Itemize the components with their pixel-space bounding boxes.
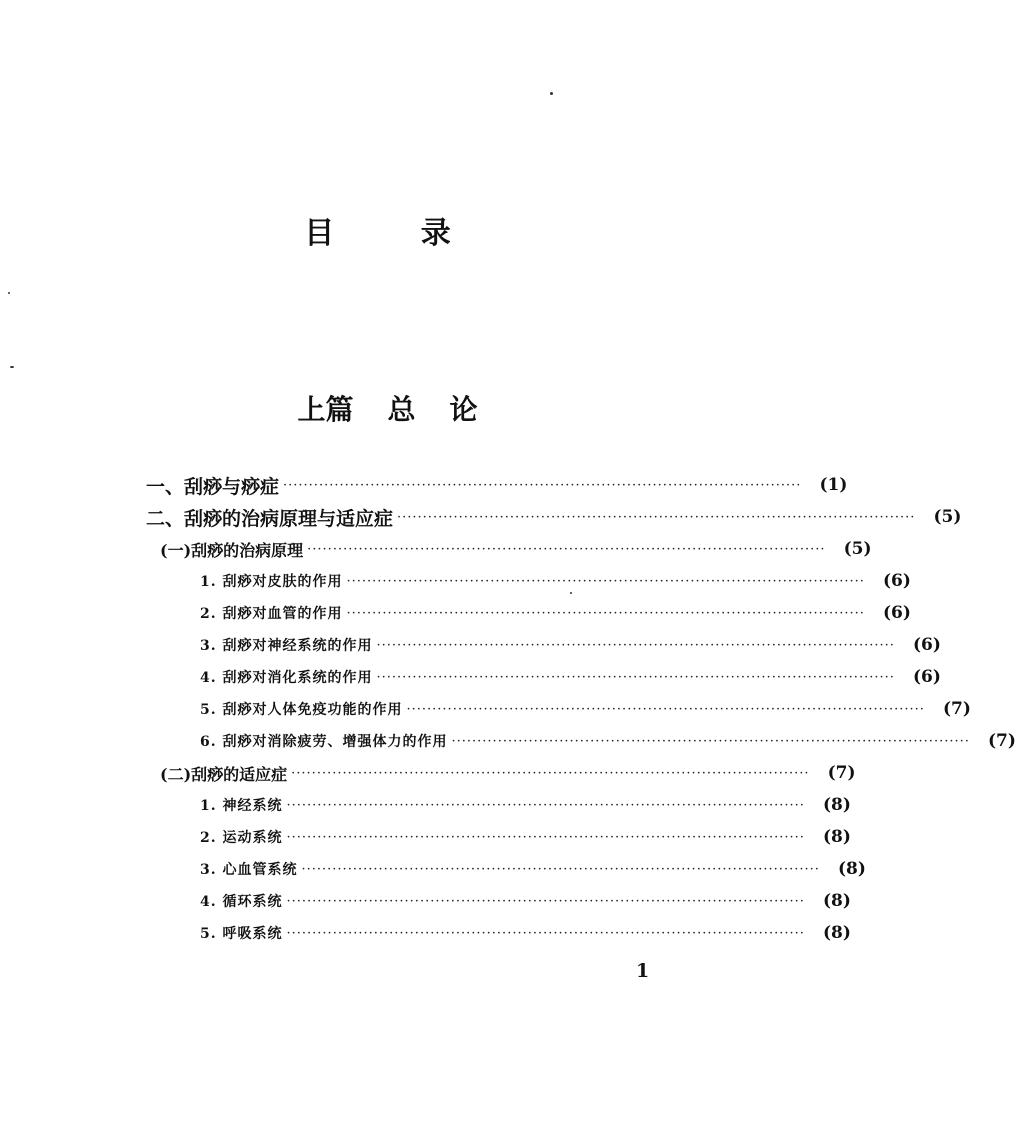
toc-entry-page: (7) (987, 731, 1016, 751)
toc-entry-label: (一)刮痧的治病原理 (160, 540, 304, 560)
toc-entry[interactable] (200, 917, 851, 949)
toc-entry-page: (8) (837, 859, 866, 879)
toc-entry-label: 4. 刮痧对消化系统的作用 (200, 670, 373, 686)
toc-entry-page: (8) (822, 827, 851, 847)
toc-entry[interactable] (200, 693, 971, 725)
toc-leader-dots: ····································································································· (346, 605, 865, 621)
toc-entry[interactable] (200, 661, 941, 693)
toc-entry-page: (1) (819, 475, 848, 495)
toc-entry-page: (7) (942, 699, 971, 719)
toc-entry-label: 1. 刮痧对皮肤的作用 (200, 574, 343, 590)
section-title (0, 388, 775, 428)
toc-entry[interactable] (200, 821, 851, 853)
toc-entry-page: (6) (912, 667, 941, 687)
toc-entry[interactable] (146, 469, 848, 501)
toc-leader-dots: ····································································································· (301, 861, 820, 877)
toc-entry[interactable] (200, 885, 851, 917)
page-number: 1 (636, 960, 650, 982)
toc-entry-page: (8) (822, 795, 851, 815)
toc-entry[interactable] (200, 565, 911, 597)
toc-entry-label: 二、刮痧的治病原理与适应症 (146, 507, 394, 530)
toc-entry-label: 5. 呼吸系统 (200, 926, 283, 942)
table-of-contents (0, 469, 1016, 949)
section-title-part: 上篇 (297, 393, 354, 426)
scan-speck (8, 292, 10, 294)
toc-leader-dots: ····································································································· (307, 541, 826, 557)
toc-entry-label: 2. 刮痧对血管的作用 (200, 606, 343, 622)
toc-entry-label: 5. 刮痧对人体免疫功能的作用 (200, 702, 403, 718)
toc-entry-page: (6) (882, 571, 911, 591)
toc-entry-page: (8) (822, 891, 851, 911)
toc-entry[interactable] (200, 789, 851, 821)
toc-leader-dots: ····································································································· (283, 477, 802, 493)
toc-entry[interactable] (160, 533, 872, 565)
toc-entry-page: (5) (933, 507, 962, 527)
toc-entry-label: 一、刮痧与痧症 (146, 475, 280, 498)
toc-leader-dots: ····································································································· (346, 573, 865, 589)
toc-entry-label: 3. 刮痧对神经系统的作用 (200, 638, 373, 654)
toc-leader-dots: ····································································································· (397, 509, 916, 525)
toc-entry-label: 2. 运动系统 (200, 830, 283, 846)
scan-speck (10, 366, 14, 368)
toc-leader-dots: ····································································································· (286, 797, 805, 813)
toc-leader-dots: ····································································································· (286, 925, 805, 941)
toc-entry[interactable] (200, 853, 866, 885)
toc-entry-page: (6) (882, 603, 911, 623)
toc-entry[interactable] (146, 501, 962, 533)
toc-entry[interactable] (200, 725, 1016, 757)
toc-entry-label: 6. 刮痧对消除疲劳、增强体力的作用 (200, 734, 448, 750)
toc-entry-page: (8) (822, 923, 851, 943)
toc-entry[interactable] (160, 757, 856, 789)
toc-leader-dots: ····································································································· (291, 765, 810, 781)
scan-speck (550, 92, 553, 95)
toc-entry-label: (二)刮痧的适应症 (160, 764, 288, 784)
section-title-word-1: 总 (387, 393, 416, 426)
toc-leader-dots: ····································································································· (286, 893, 805, 909)
toc-entry-page: (6) (912, 635, 941, 655)
section-title-word-2: 论 (449, 393, 478, 426)
toc-leader-dots: ····································································································· (376, 669, 895, 685)
toc-leader-dots: ····································································································· (286, 829, 805, 845)
page-title: 目 录 (304, 216, 489, 251)
toc-entry[interactable] (200, 597, 911, 629)
toc-leader-dots: ····································································································· (406, 701, 925, 717)
toc-entry-label: 1. 神经系统 (200, 798, 283, 814)
toc-entry-label: 3. 心血管系统 (200, 862, 298, 878)
toc-leader-dots: ····································································································· (376, 637, 895, 653)
toc-entry-label: 4. 循环系统 (200, 894, 283, 910)
toc-entry[interactable] (200, 629, 941, 661)
toc-leader-dots: ····································································································· (451, 733, 970, 749)
toc-entry-page: (5) (843, 539, 872, 559)
toc-entry-page: (7) (827, 763, 856, 783)
